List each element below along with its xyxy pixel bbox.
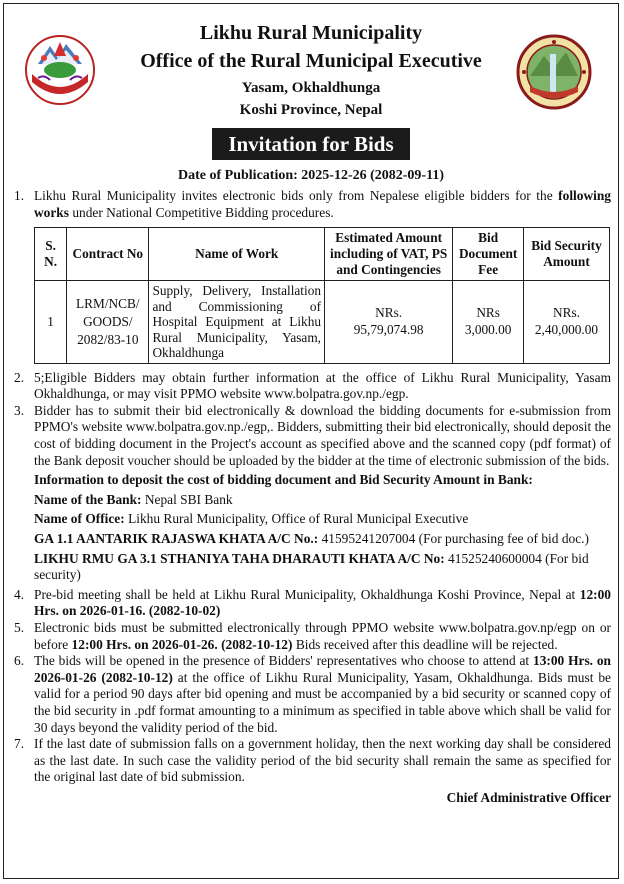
bank-name-value: Nepal SBI Bank <box>141 491 233 507</box>
item-text: The bids will be opened in the presence of Bidders' representatives who choose to attend at <box>34 653 533 669</box>
notice-page <box>3 3 619 879</box>
bids-table <box>34 227 610 364</box>
office-name-label: Name of Office: <box>34 511 125 527</box>
item-text-bold: following works <box>34 188 611 220</box>
item-text: Bids received after this deadline will be rejected. <box>292 636 558 652</box>
account-line-1 <box>14 531 611 548</box>
signature: Chief Administrative Officer <box>446 789 611 805</box>
cell-fee <box>453 281 524 364</box>
municipality-name: Likhu Rural Municipality <box>199 22 423 44</box>
item-text: Pre-bid meeting shall be held at Likhu Rural Municipality, Okhaldhunga Koshi Province, Nepal at <box>34 586 580 602</box>
table-row <box>35 281 610 364</box>
amount-value: 95,79,074.98 <box>353 321 424 337</box>
item-number: 3. <box>14 402 25 418</box>
fee-label: NRs <box>476 305 500 321</box>
office-name: Office of the Rural Municipal Executive <box>140 50 482 72</box>
item-number: 2. <box>14 369 25 385</box>
item-text: 5;Eligible Bidders may obtain further information at the office of Likhu Rural Municipality, Yasam Okhaldhunga, or may visit PPMO website www.bolpatra.gov.np./egp. <box>34 369 611 402</box>
cell-contract: LRM/NCB/ GOODS/ 2082/83-10 <box>67 281 149 364</box>
item-text: Likhu Rural Municipality invites electronic bids only from Nepalese eligible bidders for the <box>34 188 559 203</box>
notice-body <box>14 188 611 807</box>
bank-name-label: Name of the Bank: <box>34 491 142 507</box>
list-item <box>14 736 611 786</box>
publication-date: Date of Publication: 2025-12-26 (2082-09-11) <box>178 168 444 183</box>
table-header-row <box>35 228 610 281</box>
cell-security <box>523 281 609 364</box>
fee-value: 3,000.00 <box>464 321 512 337</box>
account-line-2 <box>14 551 611 584</box>
province-line: Koshi Province, Nepal <box>239 102 383 118</box>
item-number: 5. <box>14 620 25 635</box>
list-item <box>14 587 611 620</box>
item-text-bold: 12:00 Hrs. on 2026-01-26. (2082-10-12) <box>71 636 293 652</box>
office-name-value: Likhu Rural Municipality, Office of Rural Municipal Executive <box>124 511 469 527</box>
bank-name-line <box>14 492 611 509</box>
list-item <box>14 403 611 469</box>
item-text: If the last date of submission falls on a government holiday, then the next working day shall be considered as the last date. In such case the validity period of the bid security shall remain the same as specified for the original last date of bid submission. <box>34 736 611 785</box>
item-text: at the office of Likhu Rural Municipality, Yasam, Okhaldhunga. Bids must be valid for a period 90 days after bid opening and must be accompanied by a bid security or scanned copy of the bid security in .pdf format amounting to a minimum as specified in table above which shall be valid for 30 days beyond the validity period of the bid. <box>34 669 611 735</box>
office-name-line <box>14 511 611 528</box>
address-line: Yasam, Okhaldhunga <box>241 80 381 96</box>
cell-sn: 1 <box>35 281 67 364</box>
account-2-value: 41525240600004 (For bid security) <box>34 550 589 583</box>
list-item <box>14 188 611 221</box>
header-sn: S. N. <box>35 228 67 281</box>
amount-label: NRs. <box>375 305 403 321</box>
header-work: Name of Work <box>149 228 325 281</box>
account-2-label: LIKHU RMU GA 3.1 STHANIYA TAHA DHARAUTI KHATA A/C No: <box>34 550 445 566</box>
item-text-bold: 12:00 Hrs. on 2026-01-16. (2082-10-02) <box>34 586 611 619</box>
cell-work: Supply, Delivery, Installation and Commissioning of Hospital Equipment at Likhu Rural Municipality, Yasam, Okhaldhunga <box>149 281 325 364</box>
item-text-bold: 13:00 Hrs. on 2026-01-26 (2082-10-12) <box>34 653 611 685</box>
header-amount: Estimated Amount including of VAT, PS and Contingencies <box>325 228 453 281</box>
item-number: 1. <box>14 188 25 203</box>
bank-heading: Information to deposit the cost of bidding document and Bid Security Amount in Bank: <box>34 472 533 488</box>
security-value: 2,40,000.00 <box>534 321 599 337</box>
item-text: Electronic bids must be submitted electronically through PPMO website www.bolpatra.gov.np/egp on or before <box>34 620 611 652</box>
municipality-seal-icon <box>516 34 592 110</box>
item-number: 6. <box>14 653 25 669</box>
list-item <box>14 370 611 403</box>
security-label: NRs. <box>552 305 580 321</box>
cell-amount <box>325 281 453 364</box>
header-fee: Bid Document Fee <box>453 228 524 281</box>
item-number: 4. <box>14 586 25 602</box>
account-1-value: 41595241207004 (For purchasing fee of bid doc.) <box>318 531 589 547</box>
account-1-label: GA 1.1 AANTARIK RAJASWA KHATA A/C No.: <box>34 531 319 547</box>
header-security: Bid Security Amount <box>523 228 609 281</box>
item-text: under National Competitive Bidding procedures. <box>68 204 334 220</box>
list-item <box>14 620 611 653</box>
notice-title: Invitation for Bids <box>212 128 410 160</box>
header <box>4 4 618 128</box>
header-contract: Contract No <box>67 228 149 281</box>
list-item <box>14 653 611 736</box>
item-text: Bidder has to submit their bid electronically & download the bidding documents for e-submission from PPMO's website www.bolpatra.gov.np./egp,. Bidders, submitting their bid electronically, should deposit the cost of bidding document in the Project's account as specified above and the scanned copy (pdf format) of the Bank deposit voucher should be uploaded by the bidder at the time of electronic submission of the bids. <box>34 402 611 468</box>
item-number: 7. <box>14 736 25 752</box>
